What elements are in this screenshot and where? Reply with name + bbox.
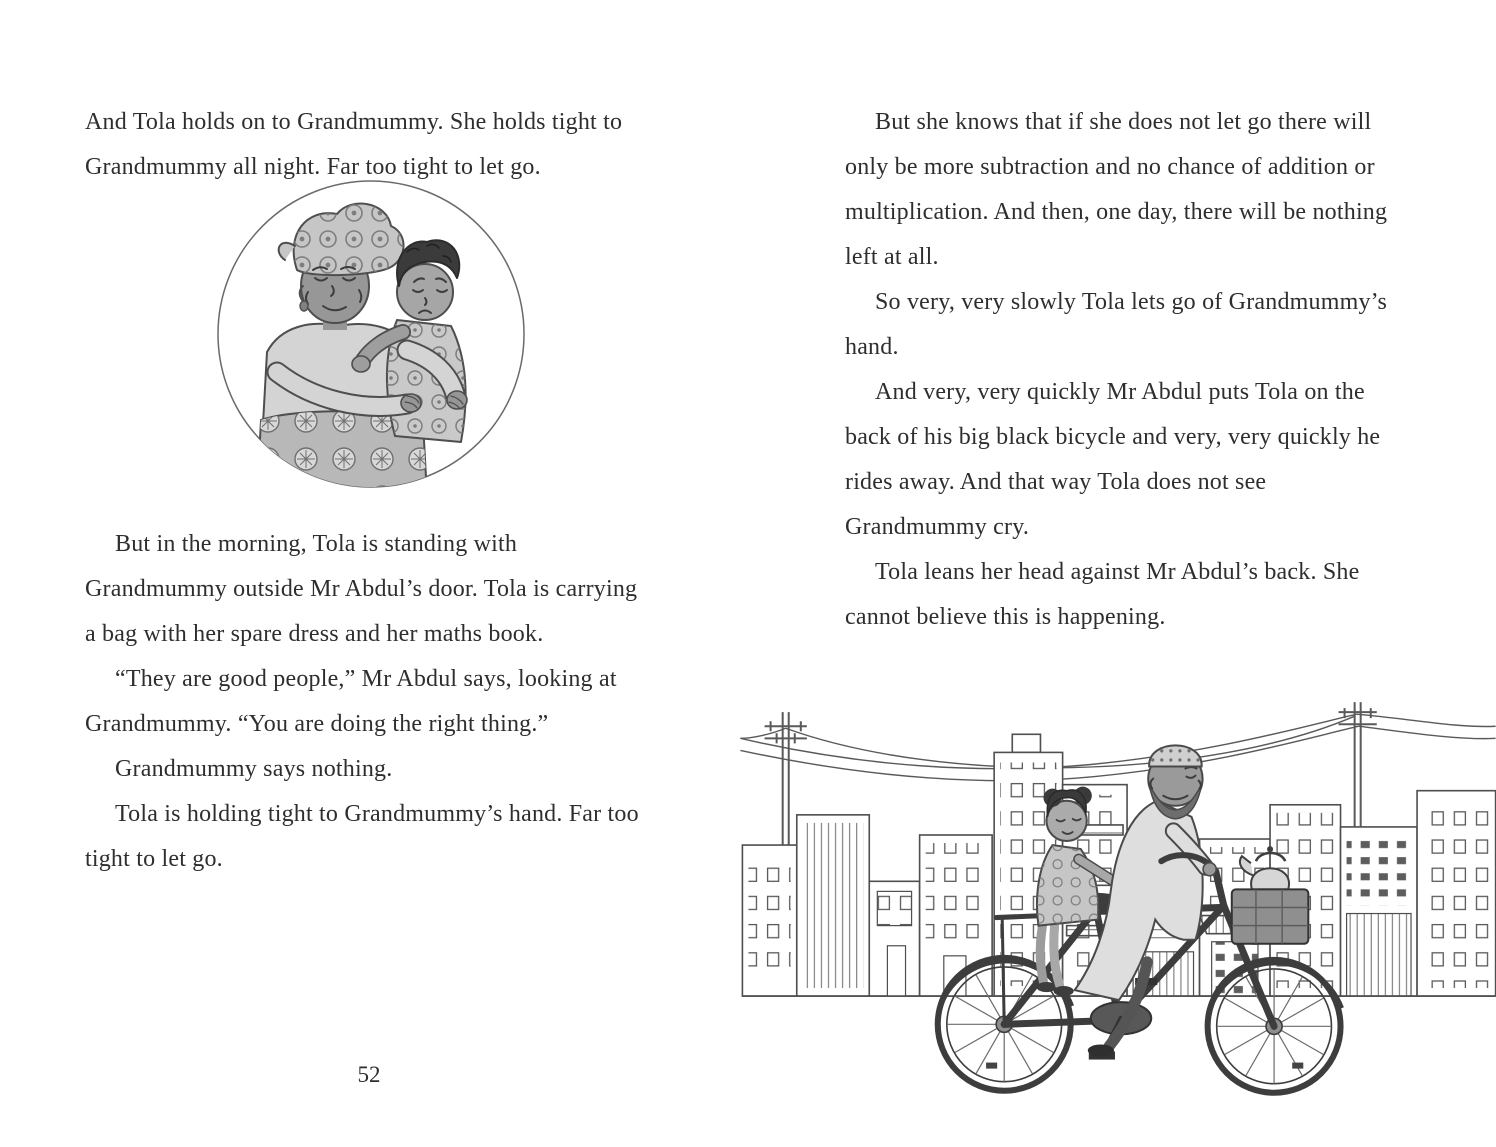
bicycle-city-illustration — [740, 692, 1496, 1125]
right-utility-pole — [1339, 702, 1377, 835]
paragraph: But in the morning, Tola is standing with Grandmummy outside Mr Abdul’s door. Tola is carrying a bag with her spare dress and her maths book. — [85, 531, 638, 647]
paragraph: So very, very slowly Tola lets go of Grandmummy’s hand. — [845, 289, 1388, 360]
bicycle-illustration-svg — [740, 692, 1496, 1125]
paragraph: And very, very quickly Mr Abdul puts Tola on the back of his big black bicycle and very, very quickly he rides away. And that way Tola does not see Grandmummy cry. — [845, 379, 1381, 540]
grandmummy-hug-illustration — [211, 174, 531, 494]
paragraph: But she knows that if she does not let go there will only be more subtraction and no chance of addition or multiplication. And then, one day, there will be nothing left at all. — [845, 109, 1388, 270]
mr-abdul-hand — [1203, 863, 1216, 876]
left-page — [85, 100, 653, 882]
basket — [1232, 889, 1309, 943]
paragraph: Tola is holding tight to Grandmummy’s hand. Far too tight to let go. — [85, 801, 639, 872]
paragraph: Tola leans her head against Mr Abdul’s back. She cannot believe this is happening. — [845, 559, 1360, 630]
paragraph: And Tola holds on to Grandmummy. She holds tight to Grandmummy all night. Far too tight to let go. — [85, 109, 623, 180]
page-number: 52 — [357, 1062, 381, 1087]
right-page — [845, 100, 1411, 640]
paragraph: Grandmummy says nothing. — [115, 756, 393, 782]
hug-illustration-svg — [211, 174, 531, 494]
paragraph: “They are good people,” Mr Abdul says, looking at Grandmummy. “You are doing the right thing.” — [85, 666, 617, 737]
